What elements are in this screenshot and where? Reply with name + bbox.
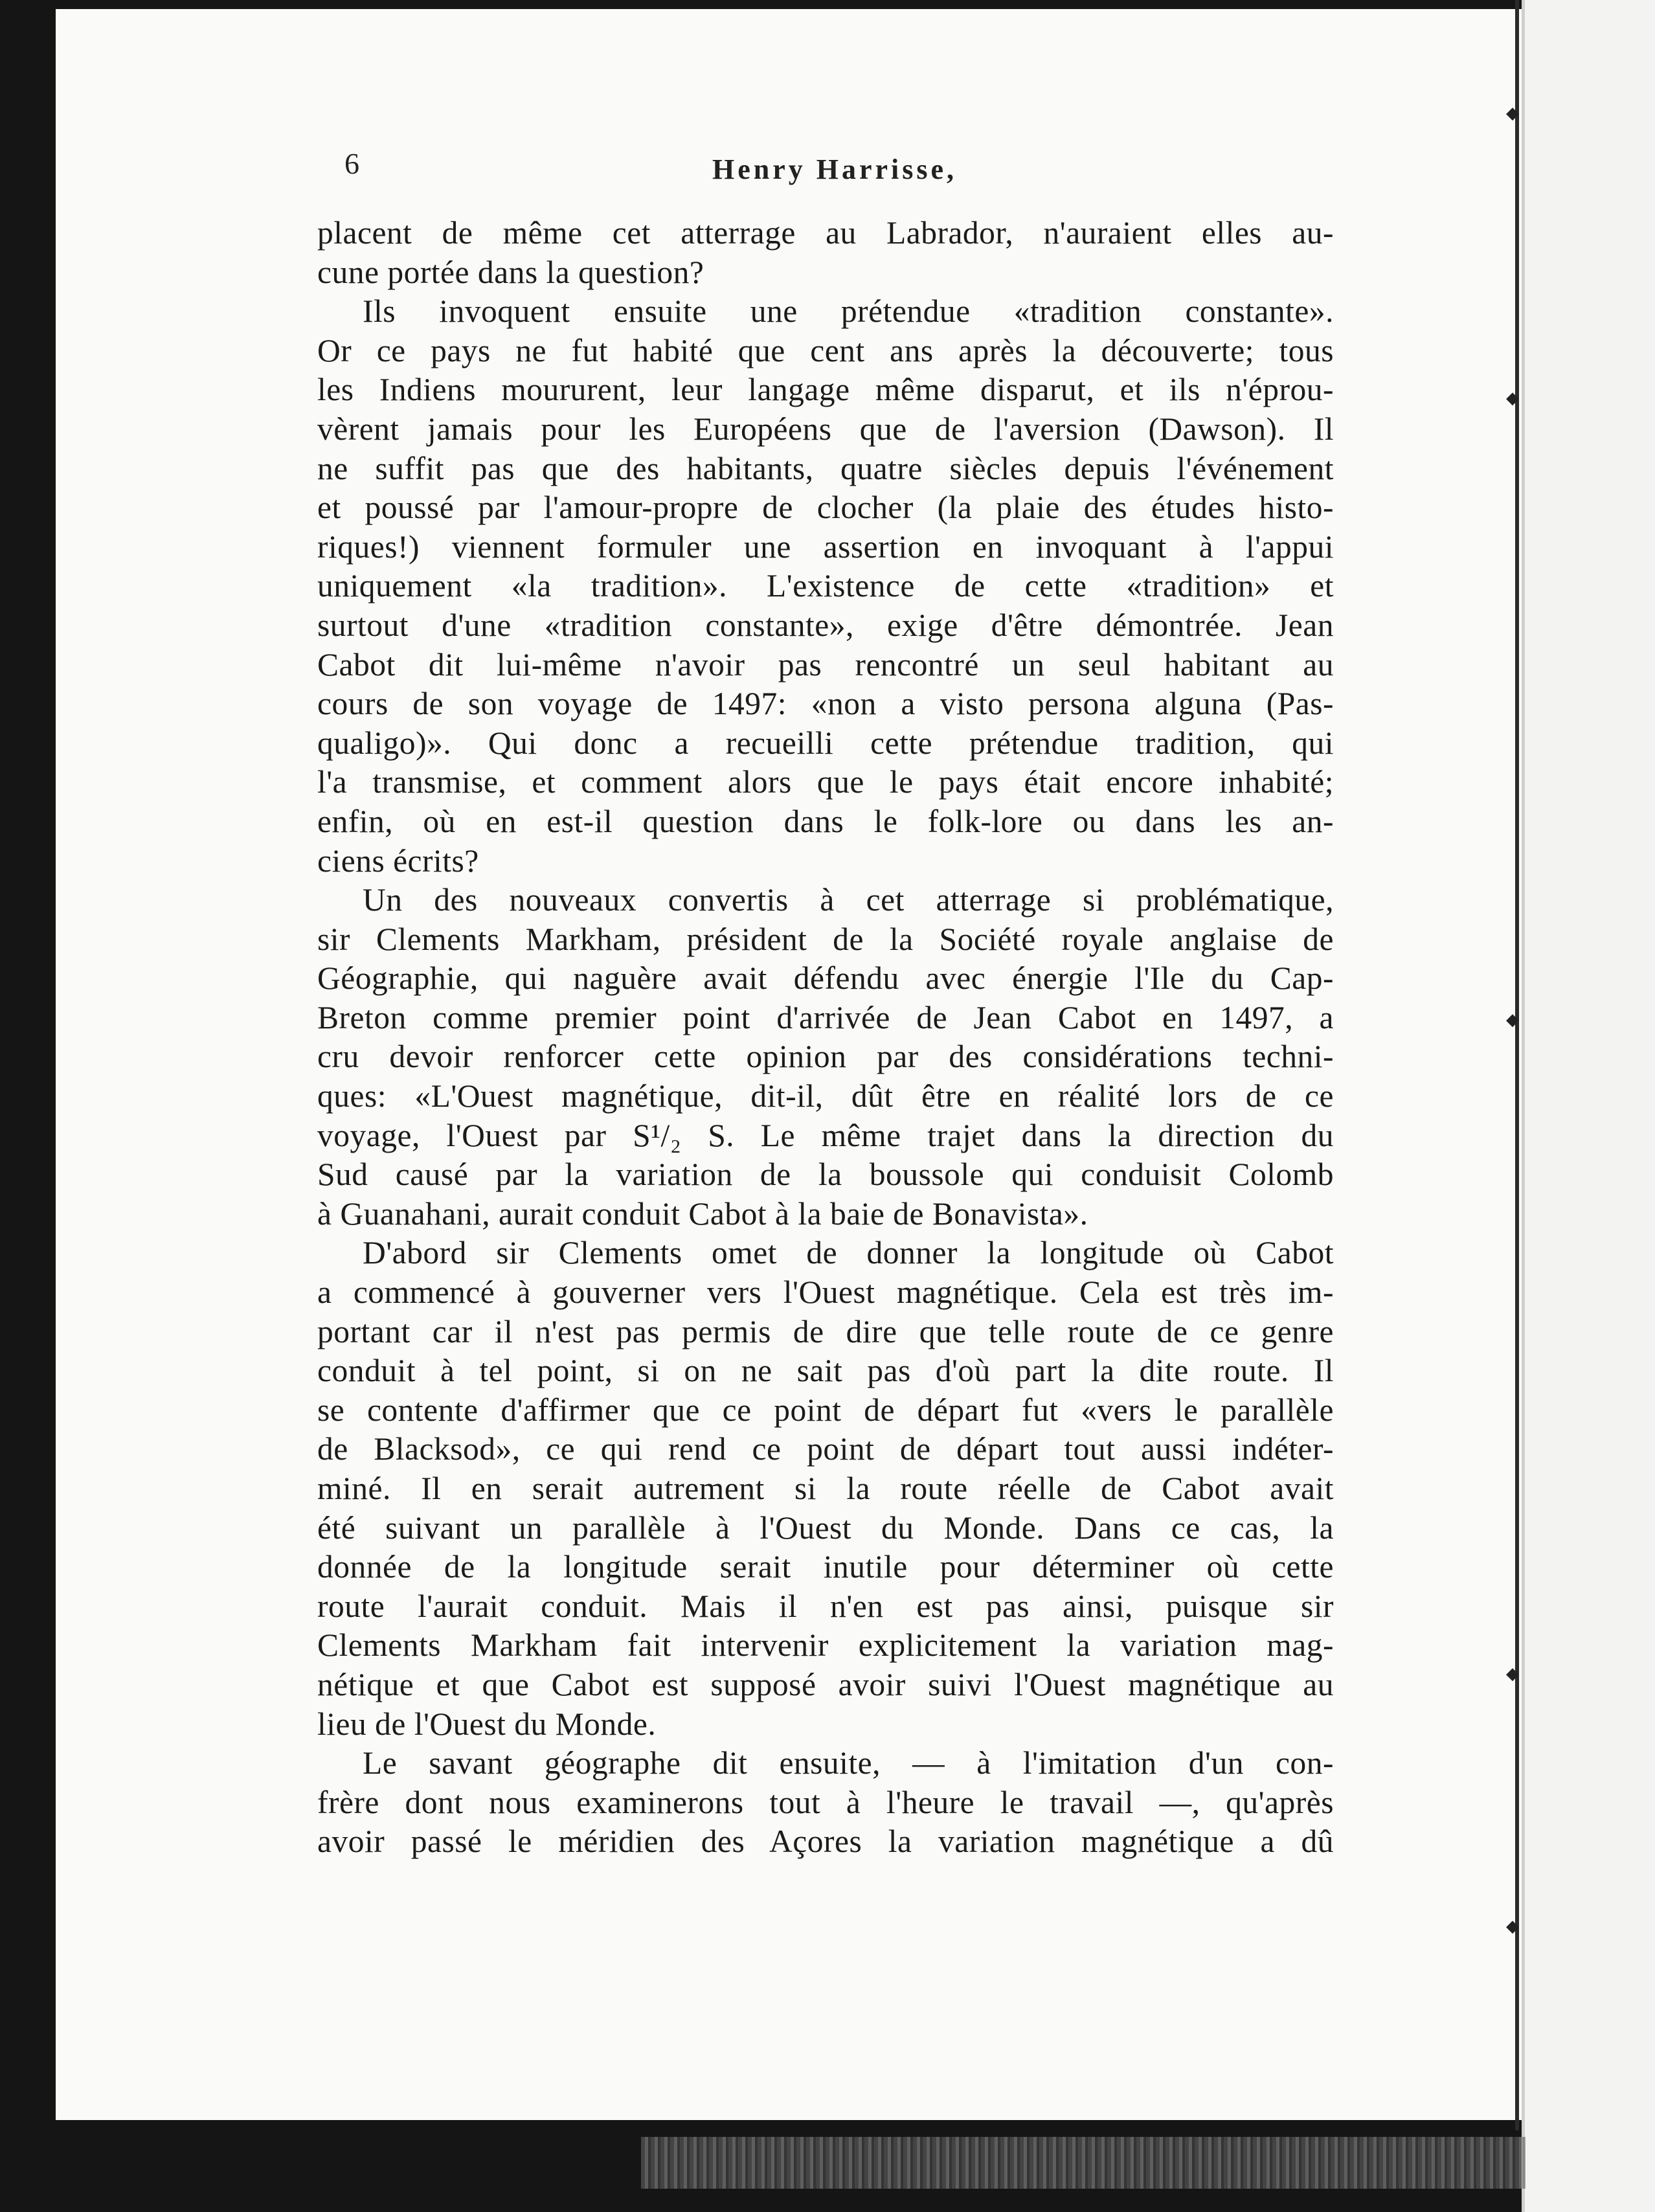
text-line: Géographie, qui naguère avait défendu avec énergie l'Ile du Cap- (317, 960, 1334, 997)
text-line: uniquement «la tradition». L'existence de cette «tradition» et (317, 568, 1334, 604)
text-line: voyage, l'Ouest par S¹/₂ S. Le même trajet dans la direction du (317, 1117, 1334, 1153)
text-line: à Guanahani, aurait conduit Cabot à la baie de Bonavista». (317, 1195, 1088, 1232)
text-line: ques: «L'Ouest magnétique, dit-il, dût être en réalité lors de ce (317, 1078, 1334, 1114)
text-line: nétique et que Cabot est supposé avoir suivi l'Ouest magnétique au (317, 1666, 1334, 1702)
text-line: D'abord sir Clements omet de donner la longitude où Cabot (363, 1235, 1334, 1271)
text-line: de Blacksod», ce qui rend ce point de départ tout aussi indéter- (317, 1431, 1334, 1467)
scan-edge-strip (641, 2137, 1526, 2189)
text-line: vèrent jamais pour les Européens que de l'aversion (Dawson). Il (317, 411, 1334, 447)
text-line: placent de même cet atterrage au Labrador, n'auraient elles au- (317, 215, 1334, 251)
text-line: Un des nouveaux convertis à cet atterrage si problématique, (363, 882, 1334, 918)
binding-mark: ◆ (1506, 104, 1519, 123)
text-line: se contente d'affirmer que ce point de départ fut «vers le parallèle (317, 1392, 1334, 1428)
text-line: frère dont nous examinerons tout à l'heure le travail —, qu'après (317, 1784, 1334, 1820)
facing-page-edge (1522, 0, 1655, 2212)
gutter-line (1515, 0, 1519, 2130)
text-line: l'a transmise, et comment alors que le pays était encore inhabité; (317, 764, 1334, 800)
binding-mark: ◆ (1506, 1664, 1519, 1684)
text-line: route l'aurait conduit. Mais il n'en est pas ainsi, puisque sir (317, 1588, 1334, 1624)
text-line: riques!) viennent formuler une assertion en invoquant à l'appui (317, 528, 1334, 565)
text-line: les Indiens moururent, leur langage même disparut, et ils n'éprou- (317, 372, 1334, 408)
text-line: Or ce pays ne fut habité que cent ans après la découverte; tous (317, 332, 1334, 368)
page-number: 6 (344, 147, 359, 180)
binding-mark: ◆ (1506, 1917, 1519, 1936)
running-head: Henry Harrisse, (712, 153, 958, 185)
text-line: conduit à tel point, si on ne sait pas d'où part la dite route. Il (317, 1353, 1334, 1389)
text-line: Ils invoquent ensuite une prétendue «tradition constante». (363, 293, 1334, 330)
text-line: a commencé à gouverner vers l'Ouest magnétique. Cela est très im- (317, 1274, 1334, 1311)
text-line: été suivant un parallèle à l'Ouest du Monde. Dans ce cas, la (317, 1509, 1334, 1546)
text-line: avoir passé le méridien des Açores la variation magnétique a dû (317, 1823, 1334, 1860)
text-line: lieu de l'Ouest du Monde. (317, 1706, 657, 1742)
text-line: Breton comme premier point d'arrivée de Jean Cabot en 1497, a (317, 999, 1334, 1035)
text-line: portant car il n'est pas permis de dire que telle route de ce genre (317, 1313, 1334, 1349)
text-line: surtout d'une «tradition constante», exige d'être démontrée. Jean (317, 607, 1334, 643)
text-line: sir Clements Markham, président de la Société royale anglaise de (317, 921, 1334, 957)
text-line: enfin, où en est-il question dans le folk-lore ou dans les an- (317, 803, 1334, 839)
binding-mark: ◆ (1506, 1010, 1519, 1030)
text-line: Clements Markham fait intervenir explicitement la variation mag- (317, 1627, 1334, 1664)
body-text (317, 214, 1334, 1862)
text-line: Sud causé par la variation de la boussole qui conduisit Colomb (317, 1157, 1334, 1193)
binding-mark: ◆ (1506, 389, 1519, 408)
text-line: Cabot dit lui-même n'avoir pas rencontré un seul habitant au (317, 646, 1334, 683)
text-line: cune portée dans la question? (317, 254, 704, 290)
text-line: et poussé par l'amour-propre de clocher (la plaie des études histo- (317, 490, 1334, 526)
text-line: qualigo)». Qui donc a recueilli cette prétendue tradition, qui (317, 725, 1334, 761)
text-line: cru devoir renforcer cette opinion par des considérations techni- (317, 1039, 1334, 1075)
text-line: ne suffit pas que des habitants, quatre siècles depuis l'événement (317, 450, 1334, 486)
text-line: ciens écrits? (317, 842, 479, 879)
text-line: miné. Il en serait autrement si la route réelle de Cabot avait (317, 1471, 1334, 1506)
text-line: cours de son voyage de 1497: «non a visto persona alguna (Pas- (317, 686, 1334, 722)
text-line: Le savant géographe dit ensuite, — à l'imitation d'un con- (363, 1745, 1334, 1781)
text-line: donnée de la longitude serait inutile pour déterminer où cette (317, 1549, 1334, 1585)
